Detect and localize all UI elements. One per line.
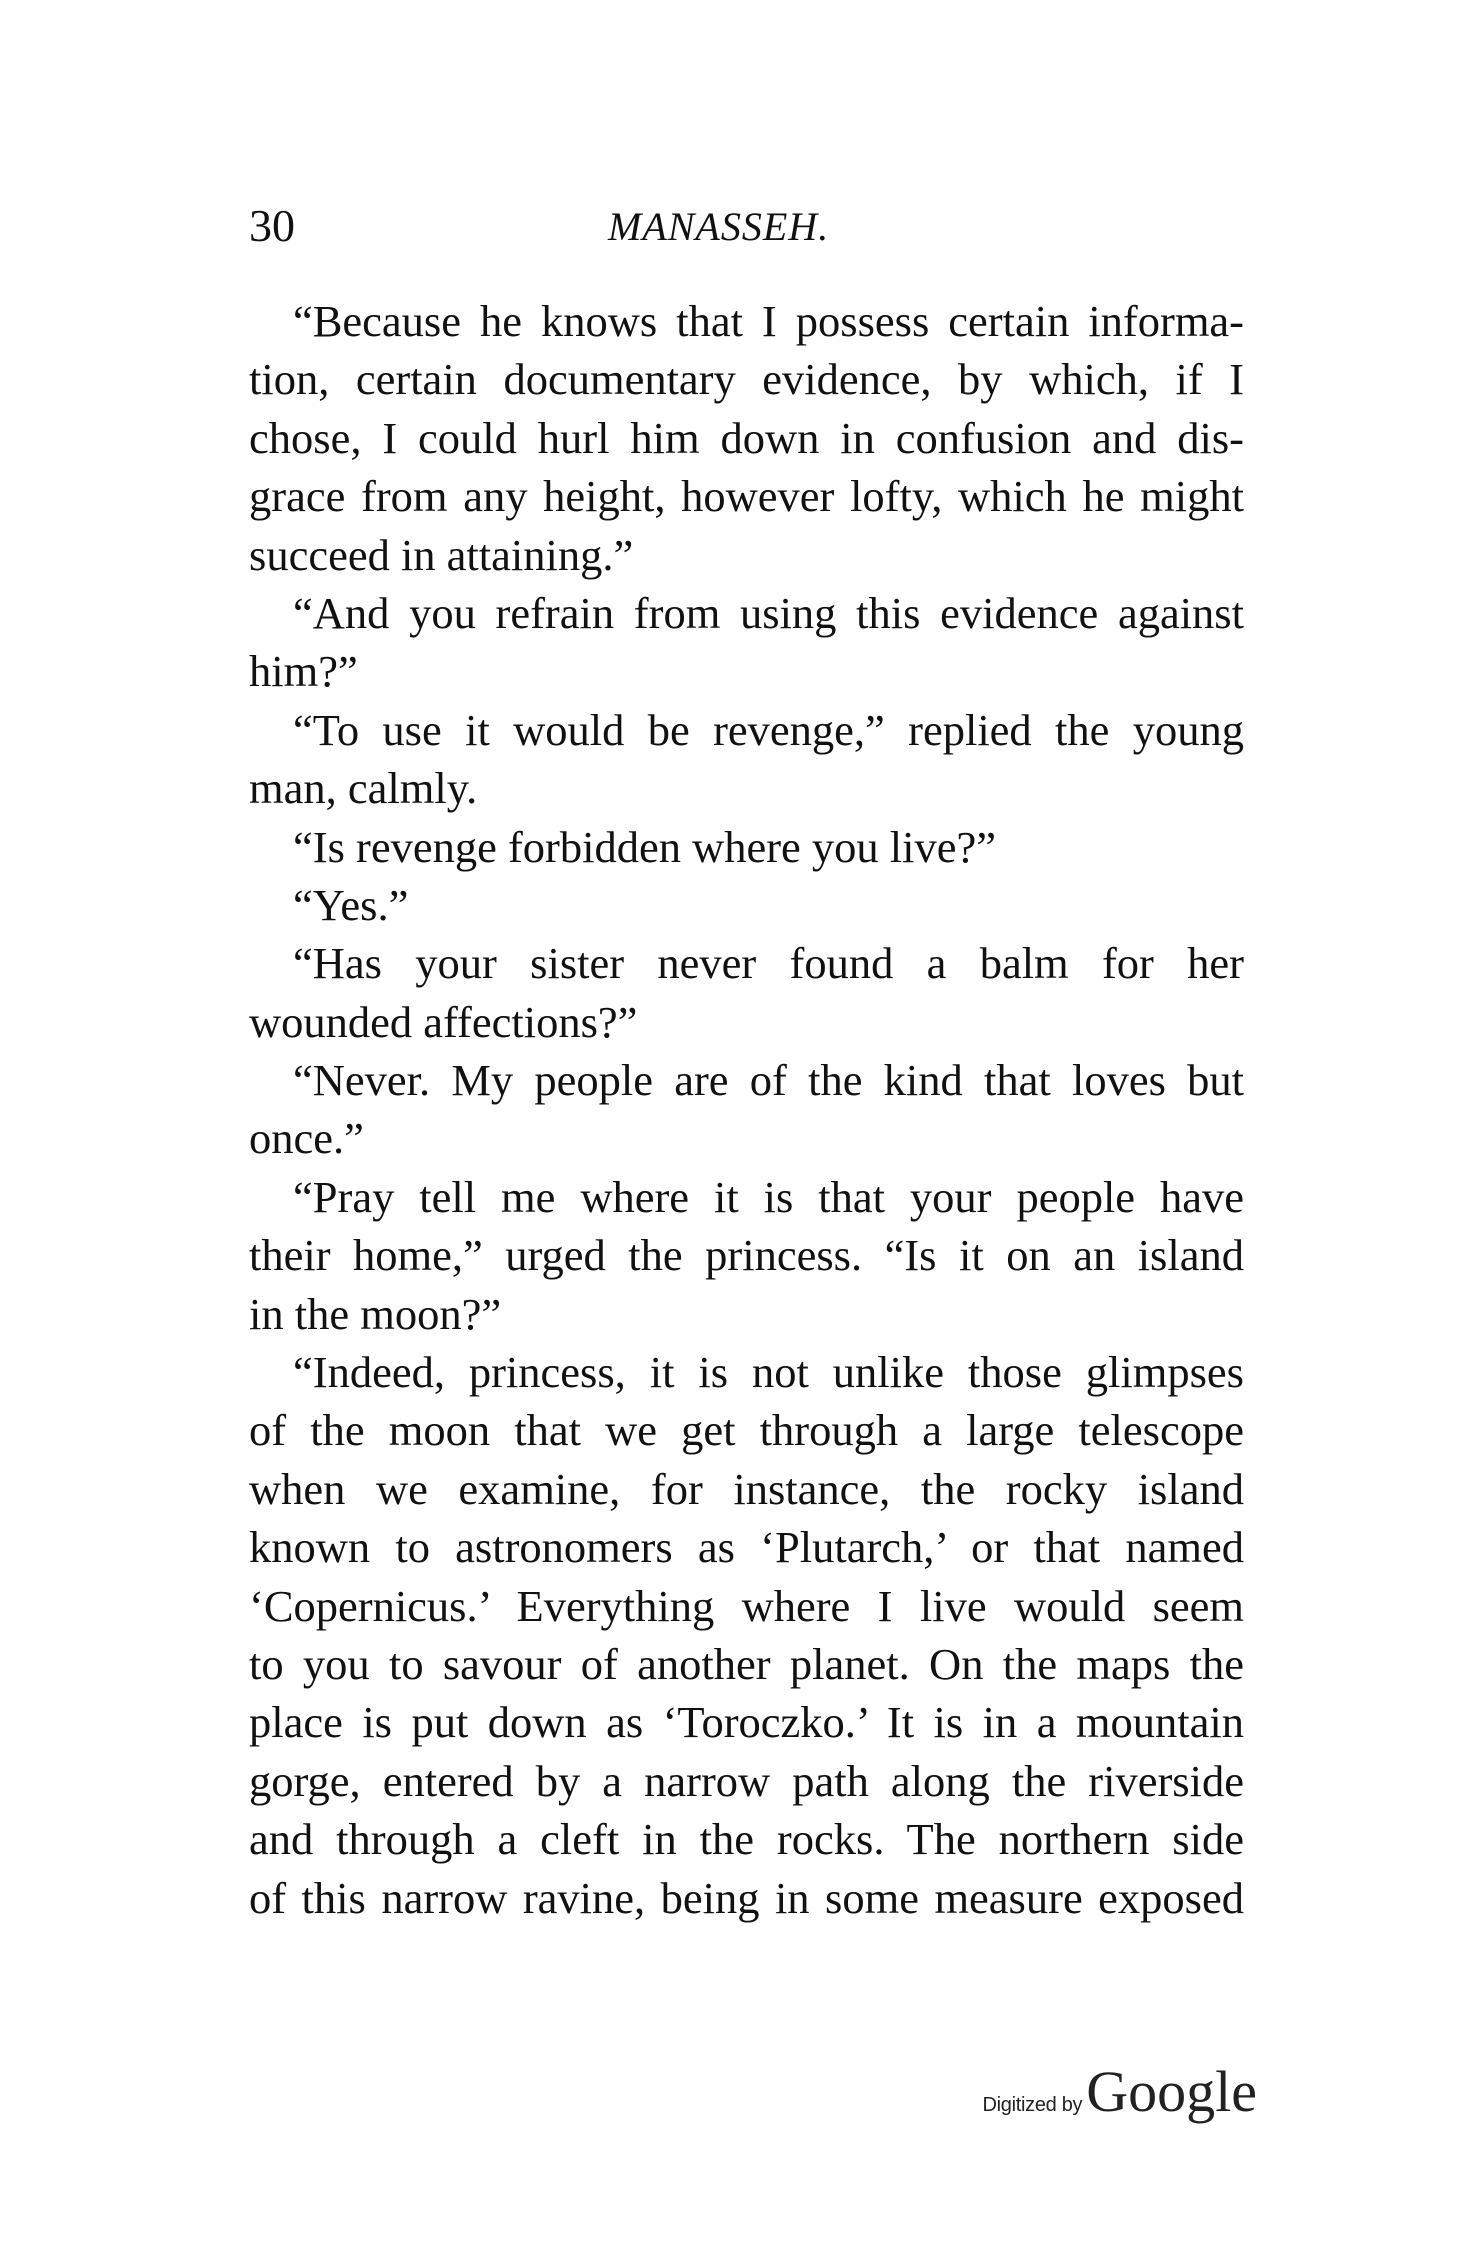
text-line: in the moon?” <box>249 1288 502 1339</box>
text-line: their home,” urged the princess. “Is it on an island <box>249 1230 1244 1281</box>
text-line: “Never. My people are of the kind that loves but <box>293 1055 1244 1106</box>
text-line: man, calmly. <box>249 763 478 814</box>
text-line: “Indeed, princess, it is not unlike those glimpses <box>293 1347 1244 1398</box>
text-line: to you to savour of another planet. On the maps the <box>249 1638 1244 1689</box>
text-line: grace from any height, however lofty, which he might <box>249 471 1244 522</box>
text-line: and through a cleft in the rocks. The northern side <box>249 1814 1244 1865</box>
text-line: gorge, entered by a narrow path along the riverside <box>249 1755 1244 1806</box>
text-line: succeed in attaining.” <box>249 529 634 580</box>
text-line: “And you refrain from using this evidence against <box>293 587 1244 638</box>
text-line: “Is revenge forbidden where you live?” <box>293 821 997 872</box>
google-logo: Google <box>1086 2059 1257 2124</box>
running-head: MANASSEH. <box>608 204 830 249</box>
page-number: 30 <box>249 200 295 251</box>
text-line: when we examine, for instance, the rocky island <box>249 1463 1244 1514</box>
text-line: him?” <box>249 646 358 697</box>
body-text <box>249 292 1244 1927</box>
text-line: “Because he knows that I possess certain informa- <box>293 296 1244 346</box>
text-line: of the moon that we get through a large telescope <box>249 1405 1244 1456</box>
text-line: place is put down as ‘Toroczko.’ It is in a mountain <box>249 1697 1244 1748</box>
text-line: “To use it would be revenge,” replied the young <box>293 704 1244 755</box>
text-line: of this narrow ravine, being in some measure exposed <box>249 1872 1244 1923</box>
text-line: wounded affections?” <box>249 996 638 1047</box>
text-line: “Has your sister never found a balm for her <box>293 938 1244 989</box>
text-line: known to astronomers as ‘Plutarch,’ or that named <box>249 1522 1244 1573</box>
text-line: once.” <box>249 1113 364 1164</box>
text-line: “Pray tell me where it is that your people have <box>293 1171 1244 1222</box>
text-line: ‘Copernicus.’ Everything where I live would seem <box>249 1580 1244 1631</box>
watermark-prefix: Digitized by <box>982 2094 1083 2116</box>
text-line: “Yes.” <box>293 879 409 930</box>
text-line: tion, certain documentary evidence, by which, if I <box>249 354 1244 405</box>
text-line: chose, I could hurl him down in confusion and dis- <box>249 412 1244 463</box>
digitized-watermark <box>982 2058 1257 2125</box>
